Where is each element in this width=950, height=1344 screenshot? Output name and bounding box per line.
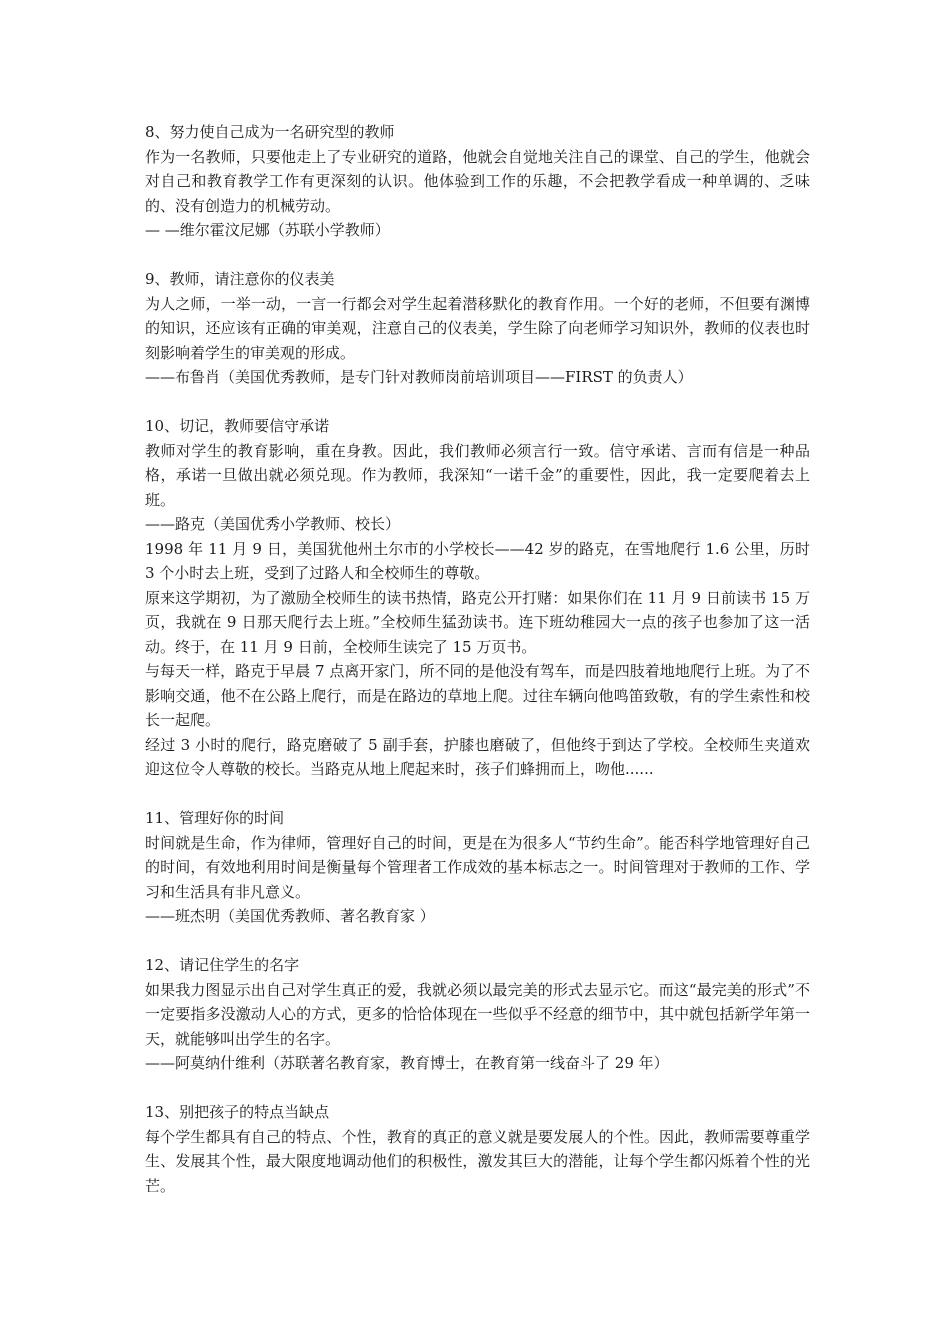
- section-10: [145, 414, 810, 782]
- section-8: [145, 120, 810, 243]
- section-paragraph: 每个学生都具有自己的特点、个性，教育的真正的意义就是要发展人的个性。因此，教师需要尊重学生、发展其个性，最大限度地调动他们的积极性，激发其巨大的潜能，让每个学生都闪烁着个性的光芒。: [145, 1127, 810, 1195]
- story-paragraph: 经过 3 小时的爬行，路克磨破了 5 副手套，护膝也磨破了，但他终于到达了学校。全校师生夹道欢迎这位令人尊敬的校长。当路克从地上爬起来时，孩子们蜂拥而上，吻他......: [145, 735, 810, 778]
- section-heading: 8、努力使自己成为一名研究型的教师: [145, 123, 395, 141]
- section-heading: 13、别把孩子的特点当缺点: [145, 1103, 330, 1121]
- section-heading: 9、教师，请注意你的仪表美: [145, 270, 335, 288]
- section-attribution: ——布鲁肖（美国优秀教师，是专门针对教师岗前培训项目——FIRST 的负责人）: [145, 368, 693, 386]
- section-paragraph: 如果我力图显示出自己对学生真正的爱，我就必须以最完美的形式去显示它。而这“最完美的形式”不一定要指多没激动人心的方式，更多的恰恰体现在一些似乎不经意的细节中，其中就包括新学年第一天，就能够叫出学生的名字。: [145, 980, 810, 1048]
- section-attribution: ——阿莫纳什维利（苏联著名教育家，教育博士，在教育第一线奋斗了 29 年）: [145, 1054, 669, 1072]
- section-13: [145, 1100, 810, 1198]
- section-paragraph: 作为一名教师，只要他走上了专业研究的道路，他就会自觉地关注自己的课堂、自己的学生，他就会对自己和教育教学工作有更深刻的认识。他体验到工作的乐趣，不会把教学看成一种单调的、乏味的、没有创造力的机械劳动。: [145, 147, 810, 215]
- story-paragraph: 原来这学期初，为了激励全校师生的读书热情，路克公开打赌：如果你们在 11 月 9 日前读书 15 万页，我就在 9 日那天爬行去上班。”全校师生猛劲读书。连下班幼稚园大一点的孩子也参加了这一活动。终于，在 11 月 9 日前，全校师生读完了 15 万页书。: [145, 588, 810, 656]
- document-page: [145, 120, 810, 1223]
- section-heading: 10、切记，教师要信守承诺: [145, 417, 330, 435]
- story-paragraph: 1998 年 11 月 9 日，美国犹他州土尔市的小学校长——42 岁的路克，在雪地爬行 1.6 公里，历时 3 个小时去上班，受到了过路人和全校师生的尊敬。: [145, 539, 810, 582]
- section-heading: 11、管理好你的时间: [145, 809, 285, 827]
- section-paragraph: 时间就是生命，作为律师，管理好自己的时间，更是在为很多人“节约生命”。能否科学地管理好自己的时间，有效地利用时间是衡量每个管理者工作成效的基本标志之一。时间管理对于教师的工作、学习和生活具有非凡意义。: [145, 833, 810, 901]
- section-attribution: ——班杰明（美国优秀教师、著名教育家 ）: [145, 907, 435, 925]
- section-attribution: ——路克（美国优秀小学教师、校长）: [145, 515, 401, 533]
- section-attribution: — —维尔霍汶尼娜（苏联小学教师）: [145, 221, 390, 239]
- section-11: [145, 806, 810, 929]
- section-12: [145, 953, 810, 1076]
- story-paragraph: 与每天一样，路克于早晨 7 点离开家门，所不同的是他没有驾车，而是四肢着地地爬行上班。为了不影响交通，他不在公路上爬行，而是在路边的草地上爬。过往车辆向他鸣笛致敬，有的学生索性和校长一起爬。: [145, 662, 810, 729]
- section-heading: 12、请记住学生的名字: [145, 956, 300, 974]
- section-9: [145, 267, 810, 390]
- section-paragraph: 为人之师，一举一动，一言一行都会对学生起着潜移默化的教育作用。一个好的老师，不但要有渊博的知识，还应该有正确的审美观，注意自己的仪表美，学生除了向老师学习知识外，教师的仪表也时刻影响着学生的审美观的形成。: [145, 294, 810, 362]
- section-paragraph: 教师对学生的教育影响，重在身教。因此，我们教师必须言行一致。信守承诺、言而有信是一种品格，承诺一旦做出就必须兑现。作为教师，我深知“一诺千金”的重要性，因此，我一定要爬着去上班。: [145, 441, 810, 509]
